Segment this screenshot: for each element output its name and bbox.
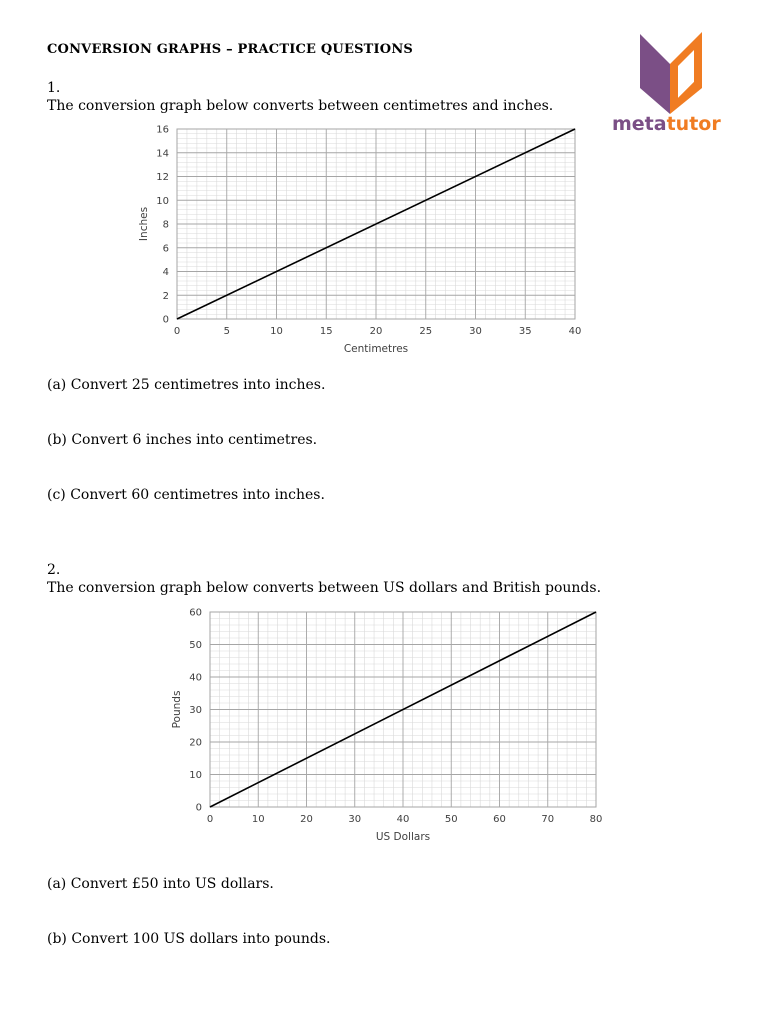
x-tick-label: 40 (396, 814, 410, 825)
question-1b: (b) Convert 6 inches into centimetres. (47, 432, 318, 448)
logo-text-meta: meta (612, 113, 667, 135)
y-tick-label: 14 (156, 148, 169, 160)
x-tick-label: 20 (300, 814, 313, 825)
x-tick-label: 0 (173, 326, 181, 337)
x-tick-label: 10 (270, 326, 283, 337)
y-axis-title: Pounds (171, 690, 183, 729)
y-tick-label: 0 (162, 314, 169, 326)
y-tick-label: 60 (189, 607, 202, 619)
x-tick-label: 35 (518, 326, 532, 337)
y-tick-label: 40 (189, 672, 202, 684)
metatutor-logo (636, 30, 706, 116)
question-1-number: 1. (47, 80, 61, 96)
y-tick-label: 0 (195, 802, 202, 814)
dollars-pounds-chart (160, 600, 620, 852)
y-tick-label: 10 (156, 195, 169, 207)
x-axis-title: Centimetres (343, 343, 409, 355)
logo-mark-icon (636, 30, 706, 116)
y-tick-label: 8 (162, 219, 169, 231)
question-1c: (c) Convert 60 centimetres into inches. (47, 487, 325, 503)
question-1-prompt: The conversion graph below converts between centimetres and inches. (47, 98, 554, 114)
question-2a: (a) Convert £50 into US dollars. (47, 876, 274, 892)
x-tick-label: 10 (251, 814, 265, 825)
x-tick-label: 80 (589, 814, 603, 825)
logo-text-tutor: tutor (666, 113, 721, 135)
question-2b: (b) Convert 100 US dollars into pounds. (47, 931, 331, 947)
page-title: CONVERSION GRAPHS – PRACTICE QUESTIONS (47, 42, 414, 57)
x-tick-label: 60 (493, 814, 506, 825)
x-tick-label: 20 (369, 326, 383, 337)
y-tick-label: 10 (189, 770, 202, 781)
y-tick-label: 50 (189, 640, 202, 651)
x-tick-label: 0 (206, 814, 214, 825)
cm-inches-chart (130, 118, 600, 366)
y-tick-label: 12 (156, 172, 169, 183)
y-tick-label: 20 (189, 737, 202, 749)
y-axis-title: Inches (138, 206, 150, 242)
question-2-number: 2. (47, 562, 61, 578)
y-tick-label: 6 (162, 243, 169, 255)
x-tick-label: 25 (419, 326, 433, 337)
x-tick-label: 15 (319, 326, 333, 337)
x-tick-label: 30 (348, 814, 362, 825)
y-tick-label: 16 (156, 124, 169, 136)
x-tick-label: 70 (541, 814, 555, 825)
x-tick-label: 30 (469, 326, 482, 337)
question-1a: (a) Convert 25 centimetres into inches. (47, 377, 326, 393)
y-tick-label: 2 (162, 290, 169, 302)
y-tick-label: 30 (189, 705, 202, 716)
question-2-prompt: The conversion graph below converts between US dollars and British pounds. (47, 580, 602, 596)
logo-wordmark (612, 113, 721, 135)
x-tick-label: 50 (444, 814, 458, 825)
x-axis-title: US Dollars (375, 831, 431, 843)
x-tick-label: 5 (223, 326, 230, 337)
x-tick-label: 40 (568, 326, 582, 337)
y-tick-label: 4 (162, 267, 169, 278)
